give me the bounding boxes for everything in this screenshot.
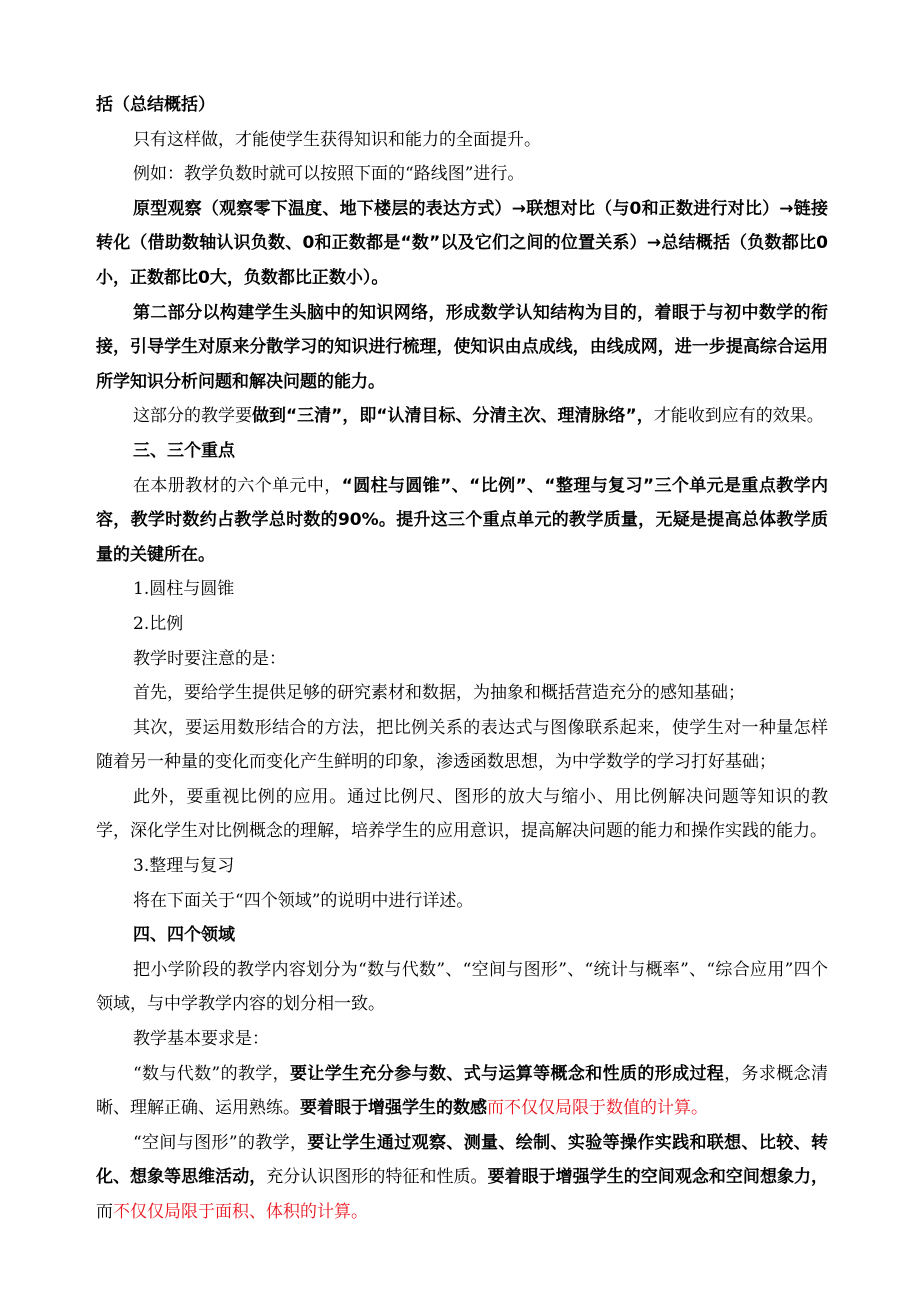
- paragraph: 这部分的教学要做到“三清”，即“认清目标、分清主次、理清脉络”，才能收到应有的效果。: [133, 406, 824, 427]
- paragraph: 教学时要注意的是：: [133, 648, 286, 669]
- paragraph: 教学基本要求是：: [133, 1029, 269, 1050]
- paragraph: 只有这样做，才能使学生获得知识和能力的全面提升。: [133, 129, 541, 150]
- emphasis-red-text: 不仅仅局限于面积、体积的计算。: [113, 1202, 368, 1222]
- list-item: 2.比例: [133, 613, 184, 634]
- paragraph-heading-continuation: 括（总结概括）: [96, 95, 215, 115]
- section-heading: 四、四个领域: [133, 925, 235, 946]
- paragraph: 首先，要给学生提供足够的研究素材和数据，为抽象和概括营造充分的感知基础；: [133, 683, 745, 704]
- list-item: 3.整理与复习: [133, 856, 235, 877]
- paragraph: 把小学阶段的教学内容划分为“数与代数”、“空间与图形”、“统计与概率”、“综合应用”四个领域，与中学教学内容的划分相一致。: [96, 959, 828, 1015]
- paragraph: 其次，要运用数形结合的方法，把比例关系的表达式与图像联系起来，使学生对一种量怎样随着另一种量的变化而变化产生鲜明的印象，渗透函数思想，为中学数学的学习打好基础；: [96, 717, 828, 773]
- roadmap-paragraph: 原型观察（观察零下温度、地下楼层的表达方式）→联想对比（与0和正数进行对比）→链接转化（借助数轴认识负数、0和正数都是“数”以及它们之间的位置关系）→总结概括（负数都比0小，正数都比0大，负数都比正数小）。: [96, 198, 828, 288]
- paragraph: 第二部分以构建学生头脑中的知识网络，形成数学认知结构为目的，着眼于与初中数学的衔接，引导学生对原来分散学习的知识进行梳理，使知识由点成线，由线成网，进一步提高综合运用所学知识分析问题和解决问题的能力。: [96, 302, 828, 392]
- emphasis-red-text: 而不仅仅局限于数值的计算。: [487, 1098, 708, 1119]
- list-item: 1.圆柱与圆锥: [133, 579, 235, 600]
- paragraph: 此外，要重视比例的应用。通过比例尺、图形的放大与缩小、用比例解决问题等知识的教学，深化学生对比例概念的理解，培养学生的应用意识，提高解决问题的能力和操作实践的能力。: [96, 786, 828, 842]
- paragraph: “数与代数”的教学，要让学生充分参与数、式与运算等概念和性质的形成过程，务求概念清晰、理解正确、运用熟练。要着眼于增强学生的数感而不仅仅局限于数值的计算。: [96, 1063, 829, 1119]
- paragraph: “空间与图形”的教学，要让学生通过观察、测量、绘制、实验等操作实践和联想、比较、转化、想象等思维活动，充分认识图形的特征和性质。要着眼于增强学生的空间观念和空间想象力，而不仅仅局限于面积、体积的计算。: [96, 1132, 829, 1222]
- document-page: [96, 88, 828, 1230]
- paragraph: 将在下面关于“四个领域”的说明中进行详述。: [133, 890, 474, 911]
- section-heading: 三、三个重点: [133, 440, 235, 461]
- paragraph: 在本册教材的六个单元中，“圆柱与圆锥”、“比例”、“整理与复习”三个单元是重点教学内容，教学时数约占教学总时数的90%。提升这三个重点单元的教学质量，无疑是提高总体教学质量的关键所在。: [96, 475, 828, 565]
- paragraph: 例如：教学负数时就可以按照下面的“路线图”进行。: [133, 164, 525, 185]
